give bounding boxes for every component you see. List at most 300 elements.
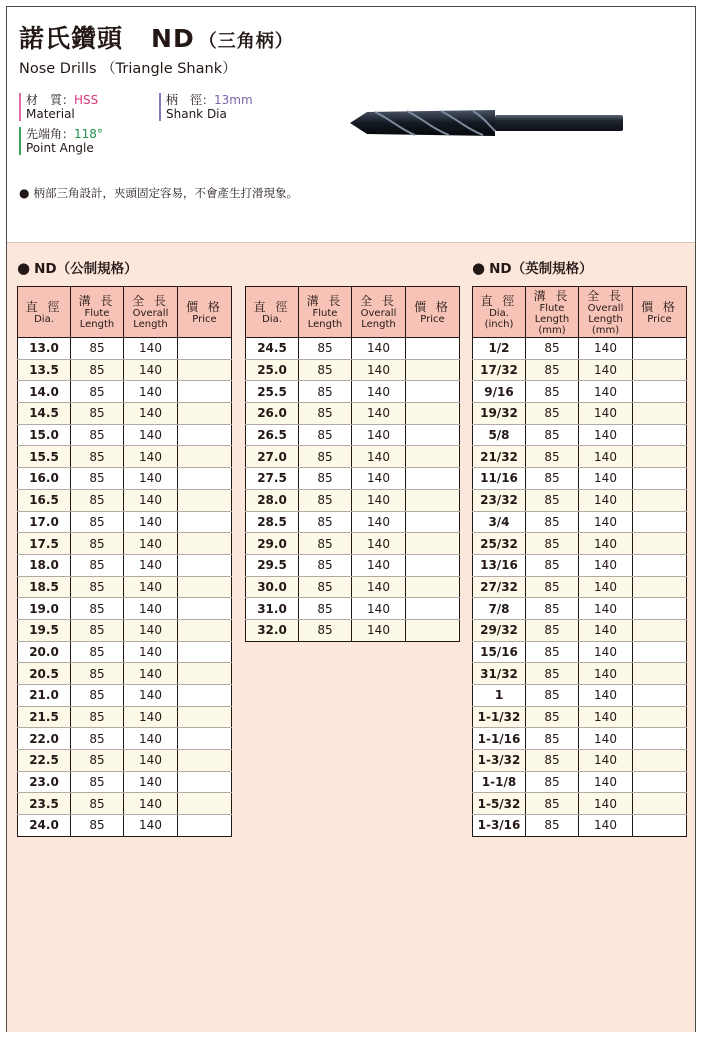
price-cell (178, 685, 232, 707)
metric-section-title: ● ND（公制規格） (17, 259, 138, 277)
table-row (18, 750, 232, 772)
overall-length-cell: 140 (579, 793, 633, 815)
overall-length-cell: 140 (352, 468, 406, 490)
dia-cell: 22.5 (18, 750, 71, 772)
table-row (18, 489, 232, 511)
flute-length-cell: 85 (299, 576, 352, 598)
black-circle-bullet-icon: ● (19, 186, 30, 200)
black-circle-bullet-icon: ● (17, 259, 31, 277)
price-cell (633, 771, 687, 793)
flute-length-cell: 85 (526, 663, 579, 685)
overall-length-cell: 140 (579, 403, 633, 425)
note-text: 柄部三角設計，夾頭固定容易，不會產生打滑現象。 (33, 186, 298, 200)
dia-cell: 30.0 (246, 576, 299, 598)
table-row (246, 446, 460, 468)
price-cell (633, 598, 687, 620)
price-cell (406, 446, 460, 468)
dia-cell: 11/16 (473, 468, 526, 490)
overall-length-cell: 140 (352, 511, 406, 533)
dia-cell: 19.0 (18, 598, 71, 620)
overall-length-cell: 140 (579, 750, 633, 772)
price-cell (633, 446, 687, 468)
price-cell (633, 511, 687, 533)
table-row (473, 338, 687, 360)
dia-cell: 24.0 (18, 815, 71, 837)
flute-length-cell: 85 (71, 424, 124, 446)
dia-cell: 1/2 (473, 338, 526, 360)
table-row (473, 641, 687, 663)
flute-length-cell: 85 (71, 750, 124, 772)
flute-length-cell: 85 (526, 403, 579, 425)
overall-length-cell: 140 (352, 424, 406, 446)
flute-length-cell: 85 (526, 533, 579, 555)
price-cell (633, 750, 687, 772)
table-row (473, 554, 687, 576)
flute-length-cell: 85 (71, 771, 124, 793)
overall-length-cell: 140 (352, 554, 406, 576)
table-row (473, 663, 687, 685)
col-price: 價 格 Price (633, 287, 687, 338)
dia-cell: 26.5 (246, 424, 299, 446)
table-row (18, 446, 232, 468)
table-row (18, 554, 232, 576)
overall-length-cell: 140 (352, 489, 406, 511)
price-cell (633, 468, 687, 490)
title-nd: ND (151, 24, 195, 53)
table-row (473, 489, 687, 511)
price-cell (178, 554, 232, 576)
col-flute: 溝 長 Flute Length (299, 287, 352, 338)
spec-point-angle (19, 127, 103, 155)
price-cell (406, 403, 460, 425)
dia-cell: 23.5 (18, 793, 71, 815)
flute-length-cell: 85 (71, 663, 124, 685)
table-row (473, 685, 687, 707)
table-row (246, 554, 460, 576)
table-row (18, 771, 232, 793)
table-row (246, 403, 460, 425)
overall-length-cell: 140 (352, 381, 406, 403)
price-cell (178, 598, 232, 620)
overall-length-cell: 140 (124, 489, 178, 511)
overall-length-cell: 140 (124, 750, 178, 772)
table-row (473, 815, 687, 837)
table-row (18, 663, 232, 685)
overall-length-cell: 140 (124, 359, 178, 381)
price-cell (633, 554, 687, 576)
dia-cell: 18.5 (18, 576, 71, 598)
dia-cell: 23/32 (473, 489, 526, 511)
table-row (246, 359, 460, 381)
overall-length-cell: 140 (124, 815, 178, 837)
col-overall: 全 長 Overall Length (352, 287, 406, 338)
table-row (473, 403, 687, 425)
col-flute: 溝 長 Flute Length (mm) (526, 287, 579, 338)
price-cell (406, 554, 460, 576)
table-row (18, 359, 232, 381)
flute-length-cell: 85 (526, 489, 579, 511)
price-cell (633, 533, 687, 555)
table-row (473, 750, 687, 772)
flute-length-cell: 85 (526, 706, 579, 728)
overall-length-cell: 140 (124, 576, 178, 598)
table-row (18, 338, 232, 360)
dia-cell: 9/16 (473, 381, 526, 403)
flute-length-cell: 85 (71, 403, 124, 425)
price-cell (633, 706, 687, 728)
flute-length-cell: 85 (71, 793, 124, 815)
price-cell (178, 771, 232, 793)
dia-cell: 25.5 (246, 381, 299, 403)
dia-cell: 1-3/32 (473, 750, 526, 772)
dia-cell: 27.5 (246, 468, 299, 490)
flute-length-cell: 85 (299, 598, 352, 620)
price-cell (178, 424, 232, 446)
flute-length-cell: 85 (299, 511, 352, 533)
flute-length-cell: 85 (526, 576, 579, 598)
flute-length-cell: 85 (299, 554, 352, 576)
angle-label-zh: 先端角： (26, 127, 75, 141)
table-row (473, 619, 687, 641)
inch-section-title: ● ND（英制規格） (472, 259, 593, 277)
flute-length-cell: 85 (299, 619, 352, 641)
dia-cell: 31.0 (246, 598, 299, 620)
price-cell (178, 815, 232, 837)
title-zh-sub: （三角柄） (198, 31, 294, 52)
overall-length-cell: 140 (579, 446, 633, 468)
dia-cell: 20.0 (18, 641, 71, 663)
table-row (473, 793, 687, 815)
col-flute: 溝 長 Flute Length (71, 287, 124, 338)
overall-length-cell: 140 (124, 663, 178, 685)
dia-cell: 14.0 (18, 381, 71, 403)
table-row (246, 489, 460, 511)
price-cell (178, 359, 232, 381)
col-price: 價 格 Price (178, 287, 232, 338)
overall-length-cell: 140 (124, 728, 178, 750)
dia-cell: 25/32 (473, 533, 526, 555)
col-overall: 全 長 Overall Length (124, 287, 178, 338)
overall-length-cell: 140 (579, 554, 633, 576)
overall-length-cell: 140 (124, 793, 178, 815)
dia-cell: 13.5 (18, 359, 71, 381)
table-row (473, 381, 687, 403)
price-cell (633, 489, 687, 511)
flute-length-cell: 85 (526, 771, 579, 793)
overall-length-cell: 140 (579, 424, 633, 446)
overall-length-cell: 140 (579, 598, 633, 620)
table-row (18, 815, 232, 837)
price-cell (633, 381, 687, 403)
col-price: 價 格 Price (406, 287, 460, 338)
price-cell (178, 446, 232, 468)
overall-length-cell: 140 (579, 338, 633, 360)
dia-cell: 28.5 (246, 511, 299, 533)
dia-cell: 5/8 (473, 424, 526, 446)
flute-length-cell: 85 (526, 359, 579, 381)
price-cell (633, 403, 687, 425)
material-label-en: Material (26, 107, 75, 121)
dia-cell: 1-3/16 (473, 815, 526, 837)
overall-length-cell: 140 (579, 663, 633, 685)
overall-length-cell: 140 (124, 511, 178, 533)
dia-cell: 32.0 (246, 619, 299, 641)
dia-cell: 13/16 (473, 554, 526, 576)
metric-table-right (245, 286, 460, 642)
dia-cell: 19/32 (473, 403, 526, 425)
price-cell (178, 750, 232, 772)
dia-cell: 15/16 (473, 641, 526, 663)
price-cell (178, 663, 232, 685)
price-cell (178, 338, 232, 360)
flute-length-cell: 85 (299, 468, 352, 490)
table-row (18, 576, 232, 598)
dia-cell: 13.0 (18, 338, 71, 360)
dia-cell: 25.0 (246, 359, 299, 381)
flute-length-cell: 85 (526, 424, 579, 446)
flute-length-cell: 85 (526, 619, 579, 641)
overall-length-cell: 140 (352, 598, 406, 620)
dia-cell: 1-1/16 (473, 728, 526, 750)
dia-cell: 16.0 (18, 468, 71, 490)
col-dia: 直 徑 Dia. (inch) (473, 287, 526, 338)
overall-length-cell: 140 (579, 511, 633, 533)
dia-cell: 20.5 (18, 663, 71, 685)
table-row (473, 576, 687, 598)
table-row (18, 706, 232, 728)
overall-length-cell: 140 (124, 468, 178, 490)
table-row (18, 685, 232, 707)
table-row (246, 468, 460, 490)
price-cell (633, 338, 687, 360)
price-cell (178, 641, 232, 663)
flute-length-cell: 85 (526, 468, 579, 490)
table-row (18, 728, 232, 750)
flute-length-cell: 85 (71, 533, 124, 555)
table-row (18, 468, 232, 490)
price-cell (406, 598, 460, 620)
overall-length-cell: 140 (124, 619, 178, 641)
flute-length-cell: 85 (526, 728, 579, 750)
flute-length-cell: 85 (526, 793, 579, 815)
table-row (473, 706, 687, 728)
dia-cell: 1-1/32 (473, 706, 526, 728)
dia-cell: 15.5 (18, 446, 71, 468)
dia-cell: 27/32 (473, 576, 526, 598)
table-row (473, 446, 687, 468)
flute-length-cell: 85 (71, 815, 124, 837)
price-cell (178, 381, 232, 403)
dia-cell: 23.0 (18, 771, 71, 793)
flute-length-cell: 85 (526, 338, 579, 360)
dia-cell: 14.5 (18, 403, 71, 425)
dia-cell: 19.5 (18, 619, 71, 641)
overall-length-cell: 140 (124, 685, 178, 707)
price-cell (406, 468, 460, 490)
price-cell (633, 685, 687, 707)
shank-label-en: Shank Dia (166, 107, 227, 121)
overall-length-cell: 140 (579, 381, 633, 403)
dia-cell: 17.5 (18, 533, 71, 555)
flute-length-cell: 85 (71, 619, 124, 641)
price-cell (406, 511, 460, 533)
price-cell (633, 793, 687, 815)
flute-length-cell: 85 (299, 446, 352, 468)
overall-length-cell: 140 (579, 641, 633, 663)
table-row (473, 728, 687, 750)
flute-length-cell: 85 (71, 338, 124, 360)
table-row (18, 381, 232, 403)
price-cell (406, 338, 460, 360)
overall-length-cell: 140 (124, 771, 178, 793)
table-row (246, 424, 460, 446)
overall-length-cell: 140 (124, 641, 178, 663)
price-cell (178, 576, 232, 598)
material-label-zh: 材 質： (26, 93, 75, 107)
price-cell (633, 576, 687, 598)
overall-length-cell: 140 (352, 359, 406, 381)
price-cell (406, 489, 460, 511)
flute-length-cell: 85 (526, 381, 579, 403)
spec-shank-dia (159, 93, 253, 121)
flute-length-cell: 85 (526, 554, 579, 576)
table-row (473, 511, 687, 533)
overall-length-cell: 140 (579, 489, 633, 511)
flute-length-cell: 85 (299, 403, 352, 425)
price-cell (633, 619, 687, 641)
dia-cell: 28.0 (246, 489, 299, 511)
overall-length-cell: 140 (579, 685, 633, 707)
table-row (18, 424, 232, 446)
flute-length-cell: 85 (526, 685, 579, 707)
dia-cell: 7/8 (473, 598, 526, 620)
table-row (18, 403, 232, 425)
table-row (246, 598, 460, 620)
flute-length-cell: 85 (299, 359, 352, 381)
dia-cell: 31/32 (473, 663, 526, 685)
dia-cell: 1-5/32 (473, 793, 526, 815)
dia-cell: 27.0 (246, 446, 299, 468)
inch-table (472, 286, 687, 837)
flute-length-cell: 85 (71, 489, 124, 511)
overall-length-cell: 140 (352, 533, 406, 555)
table-row (18, 533, 232, 555)
dia-cell: 1-1/8 (473, 771, 526, 793)
overall-length-cell: 140 (579, 576, 633, 598)
table-row (246, 619, 460, 641)
table-row (473, 598, 687, 620)
flute-length-cell: 85 (299, 381, 352, 403)
overall-length-cell: 140 (352, 403, 406, 425)
table-row (246, 511, 460, 533)
price-cell (633, 815, 687, 837)
col-dia: 直 徑 Dia. (18, 287, 71, 338)
dia-cell: 16.5 (18, 489, 71, 511)
flute-length-cell: 85 (71, 359, 124, 381)
dia-cell: 29.5 (246, 554, 299, 576)
overall-length-cell: 140 (579, 619, 633, 641)
overall-length-cell: 140 (579, 533, 633, 555)
table-row (18, 598, 232, 620)
price-cell (633, 663, 687, 685)
black-circle-bullet-icon: ● (472, 259, 486, 277)
spec-tables-area (7, 242, 695, 1032)
price-cell (633, 424, 687, 446)
flute-length-cell: 85 (71, 685, 124, 707)
price-cell (178, 511, 232, 533)
flute-length-cell: 85 (71, 728, 124, 750)
table-row (246, 533, 460, 555)
flute-length-cell: 85 (526, 750, 579, 772)
flute-length-cell: 85 (71, 381, 124, 403)
price-cell (178, 728, 232, 750)
dia-cell: 21.5 (18, 706, 71, 728)
dia-cell: 29.0 (246, 533, 299, 555)
price-cell (633, 359, 687, 381)
drill-bit-icon (345, 105, 623, 141)
table-row (18, 641, 232, 663)
overall-length-cell: 140 (579, 728, 633, 750)
shank-value: 13mm (214, 93, 253, 107)
flute-length-cell: 85 (71, 468, 124, 490)
overall-length-cell: 140 (124, 424, 178, 446)
overall-length-cell: 140 (352, 619, 406, 641)
col-overall: 全 長 Overall Length (mm) (579, 287, 633, 338)
feature-note (19, 185, 298, 201)
flute-length-cell: 85 (299, 489, 352, 511)
table-row (18, 793, 232, 815)
dia-cell: 21/32 (473, 446, 526, 468)
flute-length-cell: 85 (526, 641, 579, 663)
flute-length-cell: 85 (526, 446, 579, 468)
overall-length-cell: 140 (579, 468, 633, 490)
price-cell (406, 424, 460, 446)
dia-cell: 29/32 (473, 619, 526, 641)
dia-cell: 17.0 (18, 511, 71, 533)
catalog-page-frame (6, 6, 696, 1032)
flute-length-cell: 85 (526, 815, 579, 837)
overall-length-cell: 140 (579, 771, 633, 793)
spec-material (19, 93, 98, 121)
flute-length-cell: 85 (71, 598, 124, 620)
price-cell (406, 381, 460, 403)
price-cell (406, 576, 460, 598)
angle-value: 118° (74, 127, 103, 141)
flute-length-cell: 85 (71, 446, 124, 468)
col-dia: 直 徑 Dia. (246, 287, 299, 338)
overall-length-cell: 140 (352, 338, 406, 360)
table-row (473, 424, 687, 446)
dia-cell: 17/32 (473, 359, 526, 381)
overall-length-cell: 140 (124, 403, 178, 425)
dia-cell: 24.5 (246, 338, 299, 360)
table-row (473, 359, 687, 381)
overall-length-cell: 140 (124, 381, 178, 403)
flute-length-cell: 85 (299, 533, 352, 555)
title-zh: 諾氏鑽頭 (19, 24, 124, 53)
flute-length-cell: 85 (526, 598, 579, 620)
flute-length-cell: 85 (299, 424, 352, 446)
overall-length-cell: 140 (352, 576, 406, 598)
price-cell (178, 403, 232, 425)
table-row (473, 533, 687, 555)
dia-cell: 26.0 (246, 403, 299, 425)
price-cell (178, 533, 232, 555)
flute-length-cell: 85 (526, 511, 579, 533)
price-cell (406, 619, 460, 641)
material-value: HSS (74, 93, 99, 107)
dia-cell: 15.0 (18, 424, 71, 446)
